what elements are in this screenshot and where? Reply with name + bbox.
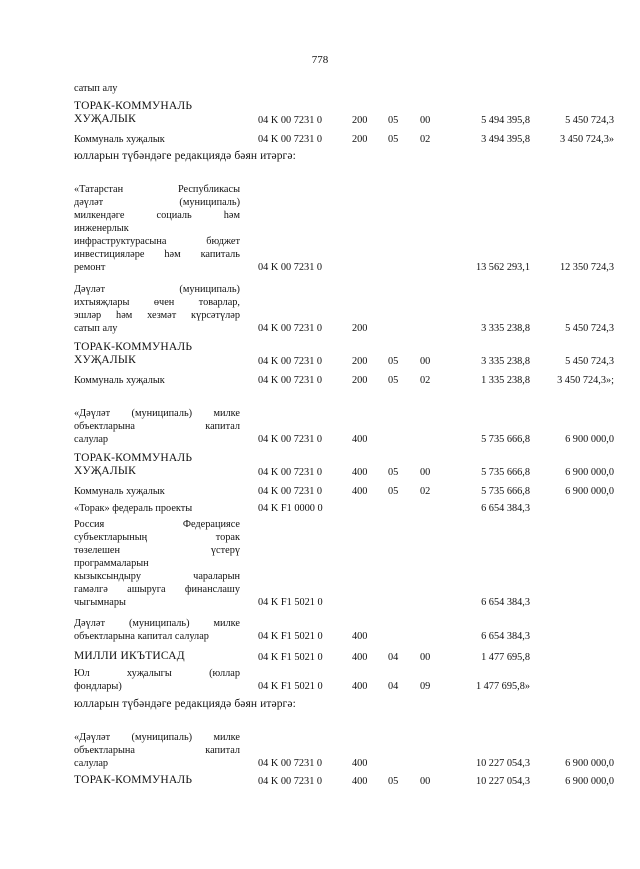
budget-code: 04 K 00 7231 0 bbox=[258, 758, 323, 769]
amount-year-1: 3 335 238,8 bbox=[481, 356, 530, 367]
row-label-line: кызыксындыру чараларын bbox=[74, 571, 240, 582]
section-code: 05 bbox=[388, 134, 399, 145]
row-label-line: Юл хуҗалыгы (юллар bbox=[74, 668, 240, 679]
section-code: 05 bbox=[388, 486, 399, 497]
budget-code: 04 K F1 5021 0 bbox=[258, 597, 323, 608]
budget-code: 04 K 00 7231 0 bbox=[258, 434, 323, 445]
row-label-line: «Татарстан Республикасы bbox=[74, 184, 240, 195]
row-label-line: фондлары) bbox=[74, 681, 122, 692]
subsection-code: 09 bbox=[420, 681, 431, 692]
row-label-line: Дәүләт (муниципаль) милке bbox=[74, 618, 240, 629]
row-label-line: төзелешен үстерү bbox=[74, 545, 240, 556]
expense-type: 400 bbox=[352, 758, 368, 769]
expense-type: 400 bbox=[352, 486, 368, 497]
expense-type: 400 bbox=[352, 652, 368, 663]
amount-year-1: 5 735 666,8 bbox=[481, 486, 530, 497]
budget-code: 04 K F1 0000 0 bbox=[258, 503, 323, 514]
budget-code: 04 K 00 7231 0 bbox=[258, 486, 323, 497]
row-label-line: «Дәүләт (муниципаль) милке bbox=[74, 408, 240, 419]
section-heading: юлларын түбәндәге редакциядә бәян итәргә: bbox=[74, 150, 296, 162]
section-code: 05 bbox=[388, 115, 399, 126]
amount-year-2: 3 450 724,3»; bbox=[557, 375, 614, 386]
row-label-line: «Дәүләт (муниципаль) милке bbox=[74, 732, 240, 743]
row-label-line: ТОРАК-КОММУНАЛЬ bbox=[74, 774, 193, 786]
row-label-line: ихтыяҗлары өчен товарлар, bbox=[74, 297, 240, 308]
row-label-line: «Торак» федераль проекты bbox=[74, 503, 193, 514]
subsection-code: 02 bbox=[420, 375, 431, 386]
row-label-line: программаларын bbox=[74, 558, 149, 569]
row-label-line: салулар bbox=[74, 758, 109, 769]
row-label-line: сатып алу bbox=[74, 83, 118, 94]
section-code: 05 bbox=[388, 467, 399, 478]
expense-type: 200 bbox=[352, 115, 368, 126]
section-code: 04 bbox=[388, 681, 399, 692]
row-label-line: ХУҖАЛЫК bbox=[74, 113, 136, 125]
amount-year-1: 5 735 666,8 bbox=[481, 434, 530, 445]
row-label-line: Коммуналь хуҗалык bbox=[74, 486, 165, 497]
row-label-line: ХУҖАЛЫК bbox=[74, 354, 136, 366]
amount-year-2: 6 900 000,0 bbox=[565, 776, 614, 787]
amount-year-2: 6 900 000,0 bbox=[565, 467, 614, 478]
expense-type: 400 bbox=[352, 681, 368, 692]
section-heading: юлларын түбәндәге редакциядә бәян итәргә: bbox=[74, 698, 296, 710]
row-label-line: субъектларының торак bbox=[74, 532, 240, 543]
row-label-line: ТОРАК-КОММУНАЛЬ bbox=[74, 452, 193, 464]
budget-code: 04 K 00 7231 0 bbox=[258, 134, 323, 145]
amount-year-1: 6 654 384,3 bbox=[481, 503, 530, 514]
budget-code: 04 K 00 7231 0 bbox=[258, 356, 323, 367]
budget-code: 04 K F1 5021 0 bbox=[258, 681, 323, 692]
row-label-line: Коммуналь хуҗалык bbox=[74, 375, 165, 386]
budget-code: 04 K 00 7231 0 bbox=[258, 323, 323, 334]
expense-type: 200 bbox=[352, 375, 368, 386]
budget-code: 04 K 00 7231 0 bbox=[258, 776, 323, 787]
amount-year-1: 13 562 293,1 bbox=[475, 262, 530, 273]
section-code: 05 bbox=[388, 375, 399, 386]
expense-type: 200 bbox=[352, 356, 368, 367]
expense-type: 400 bbox=[352, 434, 368, 445]
row-label-line: инженерлык bbox=[74, 223, 129, 234]
row-label-line: МИЛЛИ ИКЪТИСАД bbox=[74, 650, 185, 662]
budget-code: 04 K F1 5021 0 bbox=[258, 652, 323, 663]
subsection-code: 00 bbox=[420, 115, 431, 126]
amount-year-1: 6 654 384,3 bbox=[481, 597, 530, 608]
row-label-line: ремонт bbox=[74, 262, 106, 273]
row-label-line: дәүләт (муниципаль) bbox=[74, 197, 240, 208]
row-label-line: салулар bbox=[74, 434, 109, 445]
budget-code: 04 K 00 7231 0 bbox=[258, 262, 323, 273]
amount-year-1: 1 477 695,8» bbox=[475, 681, 530, 692]
amount-year-2: 5 450 724,3 bbox=[565, 356, 614, 367]
row-label-line: объектларына капитал bbox=[74, 745, 240, 756]
amount-year-2: 3 450 724,3» bbox=[559, 134, 614, 145]
amount-year-2: 6 900 000,0 bbox=[565, 434, 614, 445]
amount-year-1: 10 227 054,3 bbox=[475, 758, 530, 769]
section-code: 05 bbox=[388, 356, 399, 367]
amount-year-2: 6 900 000,0 bbox=[565, 486, 614, 497]
row-label-line: ХУҖАЛЫК bbox=[74, 465, 136, 477]
amount-year-1: 5 494 395,8 bbox=[481, 115, 530, 126]
amount-year-1: 6 654 384,3 bbox=[481, 631, 530, 642]
budget-code: 04 K 00 7231 0 bbox=[258, 115, 323, 126]
amount-year-1: 10 227 054,3 bbox=[475, 776, 530, 787]
amount-year-1: 1 335 238,8 bbox=[481, 375, 530, 386]
row-label-line: чыгымнары bbox=[74, 597, 126, 608]
row-label-line: сатып алу bbox=[74, 323, 118, 334]
amount-year-2: 5 450 724,3 bbox=[565, 115, 614, 126]
expense-type: 400 bbox=[352, 631, 368, 642]
subsection-code: 02 bbox=[420, 134, 431, 145]
page-number: 778 bbox=[311, 54, 329, 66]
budget-code: 04 K 00 7231 0 bbox=[258, 375, 323, 386]
expense-type: 400 bbox=[352, 776, 368, 787]
budget-code: 04 K 00 7231 0 bbox=[258, 467, 323, 478]
row-label-line: милкендәге социаль һәм bbox=[74, 210, 240, 221]
section-code: 05 bbox=[388, 776, 399, 787]
row-label-line: инвестицияләре һәм капиталь bbox=[74, 249, 240, 260]
row-label-line: ТОРАК-КОММУНАЛЬ bbox=[74, 341, 193, 353]
subsection-code: 00 bbox=[420, 356, 431, 367]
row-label-line: эшләр һәм хезмәт күрсәтүләр bbox=[74, 310, 240, 321]
subsection-code: 00 bbox=[420, 652, 431, 663]
budget-code: 04 K F1 5021 0 bbox=[258, 631, 323, 642]
expense-type: 200 bbox=[352, 134, 368, 145]
row-label-line: гамәлгә ашыруга финанслашу bbox=[74, 584, 240, 595]
row-label-line: Коммуналь хуҗалык bbox=[74, 134, 165, 145]
amount-year-2: 6 900 000,0 bbox=[565, 758, 614, 769]
amount-year-2: 12 350 724,3 bbox=[559, 262, 614, 273]
amount-year-1: 3 494 395,8 bbox=[481, 134, 530, 145]
subsection-code: 00 bbox=[420, 467, 431, 478]
expense-type: 200 bbox=[352, 323, 368, 334]
row-label-line: объектларына капитал салулар bbox=[74, 631, 209, 642]
row-label-line: Дәүләт (муниципаль) bbox=[74, 284, 240, 295]
section-code: 04 bbox=[388, 652, 399, 663]
subsection-code: 00 bbox=[420, 776, 431, 787]
amount-year-1: 1 477 695,8 bbox=[481, 652, 530, 663]
row-label-line: ТОРАК-КОММУНАЛЬ bbox=[74, 100, 193, 112]
amount-year-2: 5 450 724,3 bbox=[565, 323, 614, 334]
row-label-line: объектларына капитал bbox=[74, 421, 240, 432]
row-label-line: инфраструктурасына бюджет bbox=[74, 236, 240, 247]
expense-type: 400 bbox=[352, 467, 368, 478]
amount-year-1: 5 735 666,8 bbox=[481, 467, 530, 478]
subsection-code: 02 bbox=[420, 486, 431, 497]
row-label-line: Россия Федерациясе bbox=[74, 519, 240, 530]
amount-year-1: 3 335 238,8 bbox=[481, 323, 530, 334]
